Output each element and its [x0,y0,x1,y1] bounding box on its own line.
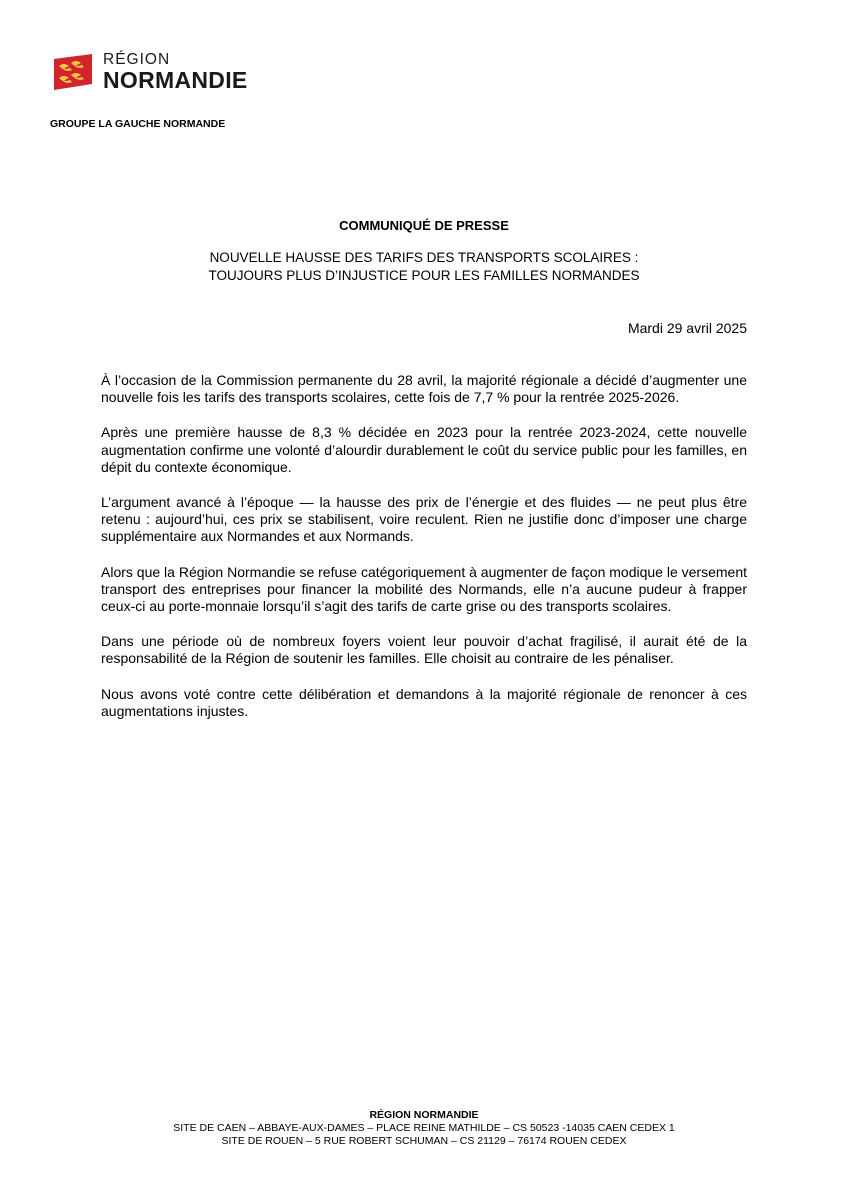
publication-date: Mardi 29 avril 2025 [627,320,747,336]
logo-wordmark [103,52,248,92]
normandy-lions-flag-icon [50,52,96,92]
body-paragraph: Alors que la Région Normandie se refuse catégoriquement à augmenter de façon modique le versement transport des entreprises pour financer la mobilité des Normands, elle n’a aucune pudeur à frapper ceux-ci au porte-monnaie lorsqu’il s’agit des tarifs de carte grise ou des transports scolaires. [101,563,747,615]
footer-title: RÉGION NORMANDIE [369,1109,479,1121]
press-release-body [101,372,747,738]
footer-address-rouen: SITE DE ROUEN – 5 RUE ROBERT SCHUMAN – CS 21129 – 76174 ROUEN CEDEX [221,1135,627,1148]
logo-line-normandie: NORMANDIE [103,66,248,93]
body-paragraph: Après une première hausse de 8,3 % décidée en 2023 pour la rentrée 2023-2024, cette nouvelle augmentation confirme une volonté d’alourdir durablement le coût du service public pour les familles, en dépit du contexte économique. [101,424,747,475]
footer [0,1109,848,1149]
document-title: COMMUNIQUÉ DE PRESSE [339,218,509,233]
logo-line-region: RÉGION [103,51,171,69]
body-paragraph: L’argument avancé à l’époque — la hausse des prix de l’énergie et des fluides — ne peut plus être retenu : aujourd’hui, ces prix se stabilisent, voire reculent. Rien ne justifie donc d’imposer une charge supplémentaire aux Normandes et aux Normands. [101,494,747,545]
body-paragraph: Nous avons voté contre cette délibération et demandons à la majorité régionale de renoncer à ces augmentations injustes. [101,685,747,719]
subtitle-line-2: TOUJOURS PLUS D’INJUSTICE POUR LES FAMILLES NORMANDES [208,268,640,283]
footer-address-caen: SITE DE CAEN – ABBAYE-AUX-DAMES – PLACE REINE MATHILDE – CS 50523 -14035 CAEN CEDEX 1 [173,1122,675,1135]
region-normandie-logo [50,50,248,94]
political-group-name: GROUPE LA GAUCHE NORMANDE [50,118,226,130]
body-paragraph: À l’occasion de la Commission permanente du 28 avril, la majorité régionale a décidé d’augmenter une nouvelle fois les tarifs des transports scolaires, cette fois de 7,7 % pour la rentrée 2025-2026. [101,372,747,406]
body-paragraph: Dans une période où de nombreux foyers voient leur pouvoir d’achat fragilisé, il aurait été de la responsabilité de la Région de soutenir les familles. Elle choisit au contraire de les pénaliser. [101,633,747,667]
subtitle-line-1: NOUVELLE HAUSSE DES TARIFS DES TRANSPORTS SCOLAIRES : [209,250,639,265]
